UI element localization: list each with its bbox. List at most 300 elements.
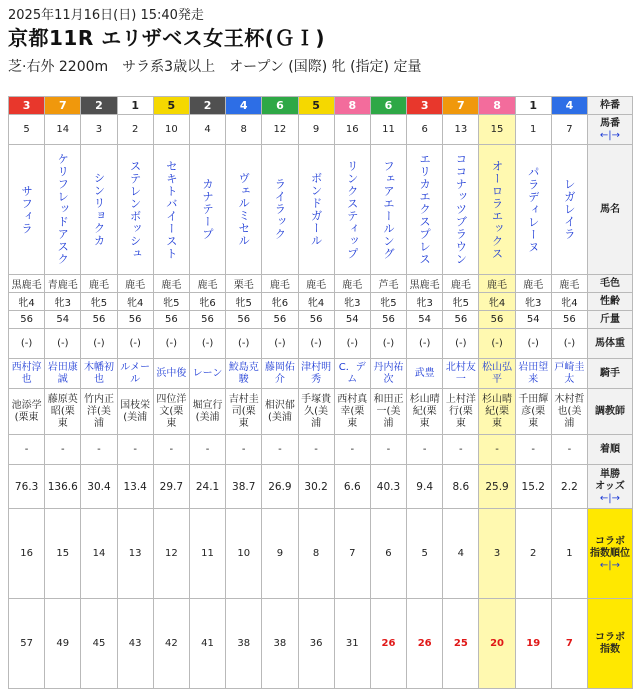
horse-name-link[interactable]: リンクスティップ xyxy=(345,159,360,260)
jockey-cell[interactable] xyxy=(443,359,479,389)
row-index xyxy=(9,599,633,689)
sort-arrows-icon[interactable]: ←|→ xyxy=(599,559,621,571)
index-cell: 38 xyxy=(262,599,298,689)
body-weight-cell: (-) xyxy=(226,329,262,359)
trainer-text: 西村真幸(栗東 xyxy=(337,393,368,429)
coat-cell: 鹿毛 xyxy=(189,275,225,293)
index-cell: 20 xyxy=(479,599,515,689)
index-cell: 41 xyxy=(189,599,225,689)
body-weight-cell: (-) xyxy=(45,329,81,359)
umaban-cell: 9 xyxy=(298,115,334,145)
sex-age-cell: 牝3 xyxy=(515,293,551,311)
horse-name-cell[interactable] xyxy=(262,145,298,275)
row-odds xyxy=(9,465,633,509)
sex-age-cell: 牝3 xyxy=(407,293,443,311)
jockey-cell[interactable] xyxy=(479,359,515,389)
index-cell: 45 xyxy=(81,599,117,689)
body-weight-cell: (-) xyxy=(81,329,117,359)
label-name xyxy=(588,145,633,275)
finish-cell: - xyxy=(370,435,406,465)
umaban-cell: 10 xyxy=(153,115,189,145)
sex-age-cell: 牝5 xyxy=(153,293,189,311)
waku-cell: 7 xyxy=(45,97,81,115)
index-cell: 25 xyxy=(443,599,479,689)
jockey-link[interactable]: 松山弘平 xyxy=(482,361,513,385)
body-weight-cell: (-) xyxy=(515,329,551,359)
odds-cell: 2.2 xyxy=(551,465,587,509)
label-odds[interactable] xyxy=(588,465,633,509)
waku-cell: 5 xyxy=(298,97,334,115)
sex-age-cell: 牝3 xyxy=(334,293,370,311)
finish-cell: - xyxy=(262,435,298,465)
umaban-cell: 4 xyxy=(189,115,225,145)
weight-cell: 56 xyxy=(262,311,298,329)
sex-age-cell: 牝5 xyxy=(443,293,479,311)
jockey-cell[interactable] xyxy=(551,359,587,389)
trainer-text: 国枝栄(美浦 xyxy=(120,399,151,423)
trainer-text: 千田輝彦(栗東 xyxy=(518,393,549,429)
row-weight xyxy=(9,311,633,329)
horse-name-cell[interactable] xyxy=(551,145,587,275)
rank-cell: 2 xyxy=(515,509,551,599)
weight-cell: 56 xyxy=(298,311,334,329)
waku-cell: 8 xyxy=(334,97,370,115)
body-weight-cell: (-) xyxy=(298,329,334,359)
weight-cell: 54 xyxy=(515,311,551,329)
label-coat xyxy=(588,275,633,293)
label-weight xyxy=(588,311,633,329)
horse-name-cell[interactable] xyxy=(226,145,262,275)
horse-name-cell[interactable] xyxy=(81,145,117,275)
trainer-cell xyxy=(551,389,587,435)
waku-cell: 8 xyxy=(479,97,515,115)
weight-cell: 56 xyxy=(117,311,153,329)
trainer-cell xyxy=(443,389,479,435)
coat-cell: 栗毛 xyxy=(226,275,262,293)
row-finish xyxy=(9,435,633,465)
sex-age-cell: 牝3 xyxy=(45,293,81,311)
jockey-link[interactable]: 鮫島克駿 xyxy=(228,361,259,385)
odds-cell: 26.9 xyxy=(262,465,298,509)
sex-age-cell: 牝4 xyxy=(117,293,153,311)
horse-name-link[interactable]: サフィラ xyxy=(20,184,35,235)
odds-cell: 25.9 xyxy=(479,465,515,509)
horse-name-cell[interactable] xyxy=(117,145,153,275)
weight-cell: 56 xyxy=(189,311,225,329)
index-cell: 7 xyxy=(551,599,587,689)
trainer-cell xyxy=(226,389,262,435)
odds-cell: 24.1 xyxy=(189,465,225,509)
trainer-text: 相沢郁(美浦 xyxy=(264,399,295,423)
horse-name-link[interactable]: セキトバイースト xyxy=(164,159,179,260)
body-weight-cell: (-) xyxy=(262,329,298,359)
index-cell: 19 xyxy=(515,599,551,689)
coat-cell: 芦毛 xyxy=(370,275,406,293)
odds-cell: 40.3 xyxy=(370,465,406,509)
finish-cell: - xyxy=(298,435,334,465)
horse-name-link[interactable]: パラディレーヌ xyxy=(526,165,541,254)
odds-cell: 15.2 xyxy=(515,465,551,509)
jockey-cell[interactable] xyxy=(153,359,189,389)
odds-cell: 136.6 xyxy=(45,465,81,509)
sex-age-cell: 牝5 xyxy=(226,293,262,311)
trainer-cell xyxy=(262,389,298,435)
waku-cell: 7 xyxy=(443,97,479,115)
horse-name-link[interactable]: ココナッツブラウン xyxy=(454,153,469,266)
trainer-cell xyxy=(334,389,370,435)
row-name xyxy=(9,145,633,275)
label-sex-age xyxy=(588,293,633,311)
sort-arrows-icon[interactable]: ←|→ xyxy=(599,129,621,141)
finish-cell: - xyxy=(81,435,117,465)
weight-cell: 56 xyxy=(153,311,189,329)
race-conditions: 芝·右外 2200m サラ系3歳以上 オープン (国際) 牝 (指定) 定量 xyxy=(8,59,422,75)
waku-cell: 3 xyxy=(9,97,45,115)
odds-cell: 29.7 xyxy=(153,465,189,509)
rank-cell: 13 xyxy=(117,509,153,599)
odds-cell: 9.4 xyxy=(407,465,443,509)
waku-cell: 3 xyxy=(407,97,443,115)
coat-cell: 黒鹿毛 xyxy=(407,275,443,293)
body-weight-cell: (-) xyxy=(407,329,443,359)
weight-cell: 54 xyxy=(407,311,443,329)
trainer-cell xyxy=(153,389,189,435)
weight-cell: 56 xyxy=(479,311,515,329)
trainer-cell xyxy=(45,389,81,435)
horse-name-cell[interactable] xyxy=(443,145,479,275)
odds-cell: 8.6 xyxy=(443,465,479,509)
rank-cell: 1 xyxy=(551,509,587,599)
coat-cell: 青鹿毛 xyxy=(45,275,81,293)
trainer-cell xyxy=(515,389,551,435)
waku-cell: 5 xyxy=(153,97,189,115)
index-cell: 42 xyxy=(153,599,189,689)
body-weight-cell: (-) xyxy=(334,329,370,359)
horse-name-cell[interactable] xyxy=(479,145,515,275)
race-card-table xyxy=(8,96,633,689)
horse-name-cell[interactable] xyxy=(153,145,189,275)
label-trainer xyxy=(588,389,633,435)
umaban-cell: 14 xyxy=(45,115,81,145)
horse-name-cell[interactable] xyxy=(298,145,334,275)
jockey-cell[interactable] xyxy=(117,359,153,389)
finish-cell: - xyxy=(189,435,225,465)
coat-cell: 鹿毛 xyxy=(551,275,587,293)
trainer-cell xyxy=(9,389,45,435)
finish-cell: - xyxy=(334,435,370,465)
coat-cell: 鹿毛 xyxy=(117,275,153,293)
finish-cell: - xyxy=(407,435,443,465)
sort-arrows-icon[interactable]: ←|→ xyxy=(599,492,621,504)
jockey-cell[interactable] xyxy=(334,359,370,389)
label-umaban[interactable] xyxy=(588,115,633,145)
jockey-link[interactable]: 岩田望来 xyxy=(518,361,549,385)
sex-age-cell: 牝4 xyxy=(551,293,587,311)
jockey-link[interactable]: 戸崎圭太 xyxy=(554,361,585,385)
trainer-cell xyxy=(189,389,225,435)
umaban-cell: 16 xyxy=(334,115,370,145)
rank-cell: 9 xyxy=(262,509,298,599)
coat-cell: 鹿毛 xyxy=(262,275,298,293)
label-text: 馬体重 xyxy=(595,337,625,349)
horse-name-link[interactable]: ライラック xyxy=(273,178,288,241)
index-cell: 26 xyxy=(370,599,406,689)
label-text: コラボ 指数 xyxy=(595,631,625,655)
trainer-cell xyxy=(117,389,153,435)
coat-cell: 鹿毛 xyxy=(334,275,370,293)
finish-cell: - xyxy=(443,435,479,465)
odds-cell: 30.2 xyxy=(298,465,334,509)
sex-age-cell: 牝6 xyxy=(262,293,298,311)
horse-name-cell[interactable] xyxy=(370,145,406,275)
weight-cell: 56 xyxy=(443,311,479,329)
trainer-text: 四位洋文(栗東 xyxy=(156,393,187,429)
weight-cell: 56 xyxy=(226,311,262,329)
rank-cell: 6 xyxy=(370,509,406,599)
index-cell: 36 xyxy=(298,599,334,689)
horse-name-link[interactable]: エリカエクスプレス xyxy=(418,153,433,266)
rank-cell: 14 xyxy=(81,509,117,599)
jockey-cell[interactable] xyxy=(189,359,225,389)
odds-cell: 76.3 xyxy=(9,465,45,509)
trainer-text: 竹内正洋(美浦 xyxy=(83,393,114,429)
horse-name-link[interactable]: カナテープ xyxy=(201,178,216,241)
horse-name-link[interactable]: フェアエールング xyxy=(381,159,396,260)
waku-cell: 2 xyxy=(189,97,225,115)
label-text: 馬名 xyxy=(600,203,620,215)
jockey-cell[interactable] xyxy=(370,359,406,389)
umaban-cell: 1 xyxy=(515,115,551,145)
trainer-text: 堀宣行(美浦 xyxy=(192,399,223,423)
odds-cell: 38.7 xyxy=(226,465,262,509)
jockey-link[interactable]: C．デム xyxy=(338,361,366,385)
weight-cell: 54 xyxy=(45,311,81,329)
jockey-link[interactable]: 木幡初也 xyxy=(83,361,114,385)
rank-cell: 7 xyxy=(334,509,370,599)
jockey-link[interactable]: 武豊 xyxy=(414,367,435,379)
row-trainer xyxy=(9,389,633,435)
jockey-link[interactable]: 浜中俊 xyxy=(156,367,187,379)
index-cell: 31 xyxy=(334,599,370,689)
body-weight-cell: (-) xyxy=(370,329,406,359)
waku-cell: 4 xyxy=(551,97,587,115)
trainer-cell xyxy=(479,389,515,435)
coat-cell: 鹿毛 xyxy=(479,275,515,293)
row-waku xyxy=(9,97,633,115)
umaban-cell: 12 xyxy=(262,115,298,145)
umaban-cell: 5 xyxy=(9,115,45,145)
horse-name-cell[interactable] xyxy=(45,145,81,275)
weight-cell: 56 xyxy=(370,311,406,329)
label-waku xyxy=(588,97,633,115)
jockey-cell[interactable] xyxy=(45,359,81,389)
finish-cell: - xyxy=(117,435,153,465)
trainer-text: 和田正一(美浦 xyxy=(373,393,404,429)
label-text: 馬番 xyxy=(600,117,620,129)
coat-cell: 鹿毛 xyxy=(515,275,551,293)
coat-cell: 鹿毛 xyxy=(153,275,189,293)
trainer-text: 藤原英昭(栗東 xyxy=(47,393,78,429)
rank-cell: 4 xyxy=(443,509,479,599)
finish-cell: - xyxy=(153,435,189,465)
sex-age-cell: 牝5 xyxy=(81,293,117,311)
race-title: 京都11R エリザベス女王杯(ＧＩ) xyxy=(8,26,326,50)
row-sex-age xyxy=(9,293,633,311)
trainer-cell xyxy=(298,389,334,435)
trainer-text: 池添学(栗東 xyxy=(11,399,42,423)
trainer-cell xyxy=(81,389,117,435)
label-collab-rank[interactable] xyxy=(588,509,633,599)
sex-age-cell: 牝4 xyxy=(298,293,334,311)
index-cell: 57 xyxy=(9,599,45,689)
trainer-cell xyxy=(407,389,443,435)
jockey-cell[interactable] xyxy=(81,359,117,389)
body-weight-cell: (-) xyxy=(189,329,225,359)
waku-cell: 6 xyxy=(262,97,298,115)
sex-age-cell: 牝5 xyxy=(370,293,406,311)
label-text: 枠番 xyxy=(600,99,620,111)
weight-cell: 56 xyxy=(551,311,587,329)
odds-cell: 6.6 xyxy=(334,465,370,509)
trainer-text: 杉山晴紀(栗東 xyxy=(482,393,513,429)
horse-name-link[interactable]: レガレイラ xyxy=(562,178,577,241)
rank-cell: 15 xyxy=(45,509,81,599)
finish-cell: - xyxy=(479,435,515,465)
body-weight-cell: (-) xyxy=(117,329,153,359)
jockey-link[interactable]: 西村淳也 xyxy=(11,361,42,385)
index-cell: 49 xyxy=(45,599,81,689)
body-weight-cell: (-) xyxy=(153,329,189,359)
label-text: 調教師 xyxy=(595,405,625,417)
finish-cell: - xyxy=(226,435,262,465)
jockey-cell[interactable] xyxy=(9,359,45,389)
trainer-text: 上村洋行(栗東 xyxy=(445,393,476,429)
rank-cell: 10 xyxy=(226,509,262,599)
sex-age-cell: 牝4 xyxy=(479,293,515,311)
finish-cell: - xyxy=(9,435,45,465)
finish-cell: - xyxy=(515,435,551,465)
finish-cell: - xyxy=(45,435,81,465)
waku-cell: 4 xyxy=(226,97,262,115)
finish-cell: - xyxy=(551,435,587,465)
body-weight-cell: (-) xyxy=(443,329,479,359)
jockey-cell[interactable] xyxy=(298,359,334,389)
waku-cell: 1 xyxy=(117,97,153,115)
trainer-text: 手塚貴久(美浦 xyxy=(301,393,332,429)
label-text: 毛色 xyxy=(600,277,620,289)
jockey-link[interactable]: レーン xyxy=(192,367,223,379)
coat-cell: 鹿毛 xyxy=(443,275,479,293)
jockey-cell[interactable] xyxy=(407,359,443,389)
race-date: 2025年11月16日(日) 15:40発走 xyxy=(8,8,204,23)
waku-cell: 2 xyxy=(81,97,117,115)
umaban-cell: 7 xyxy=(551,115,587,145)
label-text: コラボ 指数順位 xyxy=(590,535,630,559)
umaban-cell: 15 xyxy=(479,115,515,145)
jockey-cell[interactable] xyxy=(515,359,551,389)
coat-cell: 鹿毛 xyxy=(81,275,117,293)
umaban-cell: 6 xyxy=(407,115,443,145)
trainer-cell xyxy=(370,389,406,435)
horse-name-link[interactable]: シンリョクカ xyxy=(92,172,107,247)
umaban-cell: 3 xyxy=(81,115,117,145)
jockey-link[interactable]: 津村明秀 xyxy=(301,361,332,385)
row-umaban xyxy=(9,115,633,145)
horse-name-cell[interactable] xyxy=(334,145,370,275)
horse-name-link[interactable]: ボンドガール xyxy=(309,172,324,247)
waku-cell: 1 xyxy=(515,97,551,115)
jockey-link[interactable]: 北村友一 xyxy=(445,361,476,385)
umaban-cell: 13 xyxy=(443,115,479,145)
label-text: 性齢 xyxy=(600,295,620,307)
row-coat xyxy=(9,275,633,293)
row-body-weight xyxy=(9,329,633,359)
index-cell: 38 xyxy=(226,599,262,689)
waku-cell: 6 xyxy=(370,97,406,115)
row-rank xyxy=(9,509,633,599)
rank-cell: 5 xyxy=(407,509,443,599)
label-text: 単勝 オッズ xyxy=(595,468,625,492)
rank-cell: 12 xyxy=(153,509,189,599)
sex-age-cell: 牝6 xyxy=(189,293,225,311)
trainer-text: 吉村圭司(栗東 xyxy=(228,393,259,429)
label-text: 着順 xyxy=(600,443,620,455)
jockey-cell[interactable] xyxy=(262,359,298,389)
rank-cell: 8 xyxy=(298,509,334,599)
jockey-cell[interactable] xyxy=(226,359,262,389)
weight-cell: 54 xyxy=(334,311,370,329)
jockey-link[interactable]: ルメール xyxy=(120,361,150,385)
label-jockey xyxy=(588,359,633,389)
horse-name-cell[interactable] xyxy=(407,145,443,275)
coat-cell: 黒鹿毛 xyxy=(9,275,45,293)
body-weight-cell: (-) xyxy=(479,329,515,359)
jockey-link[interactable]: 藤岡佑介 xyxy=(264,361,295,385)
horse-name-cell[interactable] xyxy=(515,145,551,275)
trainer-text: 木村哲也(美浦 xyxy=(554,393,585,429)
label-body-weight xyxy=(588,329,633,359)
odds-cell: 13.4 xyxy=(117,465,153,509)
label-text: 騎手 xyxy=(600,367,620,379)
trainer-text: 杉山晴紀(栗東 xyxy=(409,393,440,429)
umaban-cell: 2 xyxy=(117,115,153,145)
rank-cell: 3 xyxy=(479,509,515,599)
label-collab xyxy=(588,599,633,689)
rank-cell: 16 xyxy=(9,509,45,599)
horse-name-link[interactable]: ステレンボッシュ xyxy=(128,159,143,260)
weight-cell: 56 xyxy=(9,311,45,329)
horse-name-link[interactable]: ケリフレッドアスク xyxy=(56,153,71,266)
umaban-cell: 8 xyxy=(226,115,262,145)
index-cell: 26 xyxy=(407,599,443,689)
odds-cell: 30.4 xyxy=(81,465,117,509)
jockey-link[interactable]: 丹内祐次 xyxy=(373,361,404,385)
horse-name-cell[interactable] xyxy=(9,145,45,275)
label-finish xyxy=(588,435,633,465)
rank-cell: 11 xyxy=(189,509,225,599)
index-cell: 43 xyxy=(117,599,153,689)
row-jockey xyxy=(9,359,633,389)
horse-name-cell[interactable] xyxy=(189,145,225,275)
horse-name-link[interactable]: オーロラエックス xyxy=(490,159,505,260)
horse-name-link[interactable]: ヴェルミセル xyxy=(237,172,252,247)
sex-age-cell: 牝4 xyxy=(9,293,45,311)
body-weight-cell: (-) xyxy=(551,329,587,359)
body-weight-cell: (-) xyxy=(9,329,45,359)
label-text: 斤量 xyxy=(600,313,620,325)
coat-cell: 鹿毛 xyxy=(298,275,334,293)
jockey-link[interactable]: 岩田康誠 xyxy=(47,361,78,385)
